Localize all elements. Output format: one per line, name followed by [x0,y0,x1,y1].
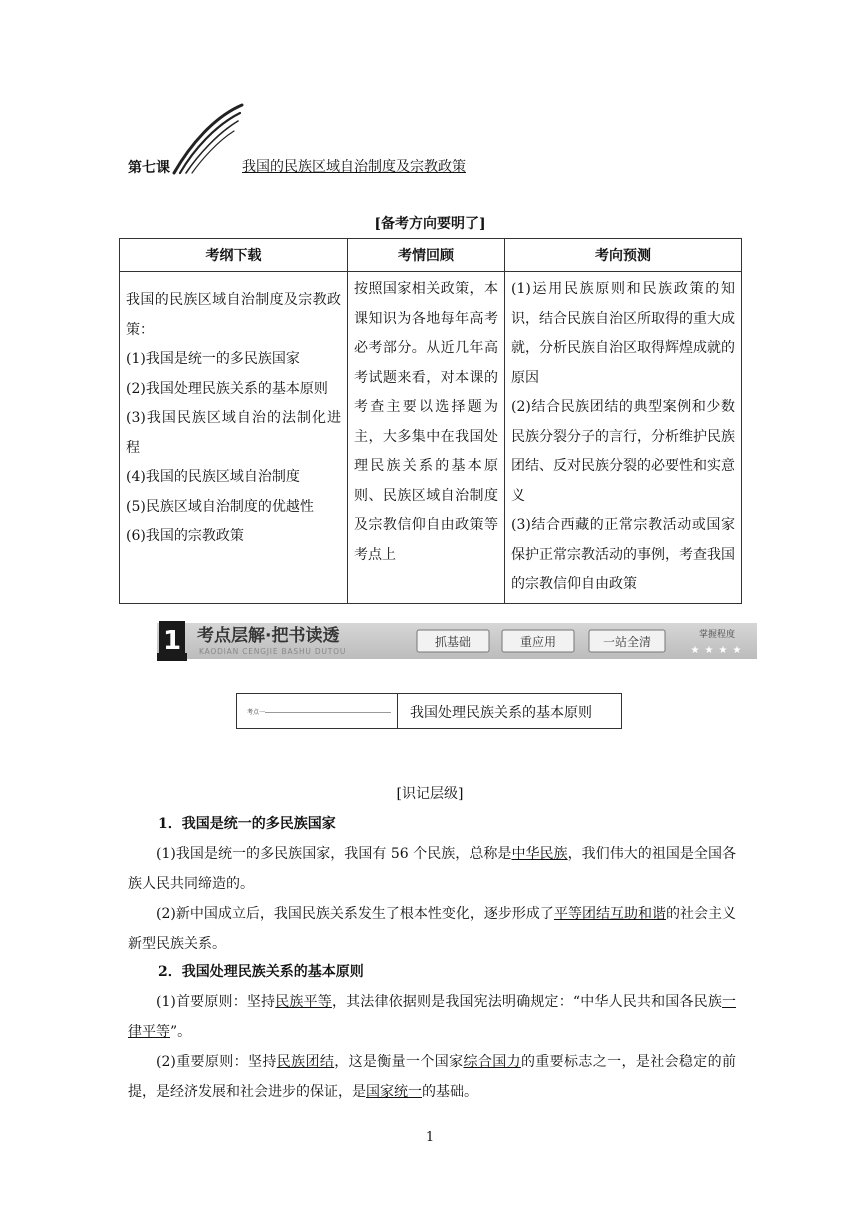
key-point-title: 我国处理民族关系的基本原则 [410,705,592,721]
paragraph-text: ，我们伟大的祖国是全国各族人民共同缔造的。 [128,846,737,892]
paragraph-text: ，这是衡量一个国家 [334,1054,464,1070]
paragraph [128,987,736,1047]
syllabus-cell [120,272,348,604]
paragraph [128,1047,736,1107]
banner-title: 考点层解·把书读透 [197,626,340,646]
button-basic-label: 抓基础 [434,635,472,649]
table-header: 考纲下载 [120,239,348,272]
table-header: 考向预测 [505,239,742,272]
banner-subtitle: KAODIAN CENGJIE BASHU DUTOU [199,647,347,656]
section-banner [157,621,757,661]
key-term: 中华民族 [511,846,568,862]
svg-text:★: ★ [718,645,728,656]
lesson-label: 第七课 [128,160,170,176]
key-term: 国家统一 [366,1084,422,1100]
section-title: [备考方向要明了] [374,216,486,232]
key-point-mini-label: 考点一 [247,709,266,716]
forecast-cell [505,272,742,604]
mastery-label: 掌握程度 [698,630,736,640]
review-cell: 按照国家相关政策，本课知识为各地每年高考必考部分。从近几年高考试题来看，对本课的考查主要以选择题为主，大多集中在我国处理民族关系的基本原则、民族区域自治制度及宗教信仰自由政策等考点上 [348,272,505,604]
paragraph-text: 的社会主义新型民族关系。 [128,906,736,952]
key-point-box [236,693,622,729]
list-item: (3)结合西藏的正常宗教活动或国家保护正常宗教活动的事例，考查我国的宗教信仰自由政策 [511,517,735,592]
list-item: 我国的民族区域自治制度及宗教政策： [126,292,341,338]
button-all-clear [589,630,665,652]
paragraph-text: 的重要标志之一，是社会稳定的前提，是经济发展和社会进步的保证，是 [128,1054,737,1100]
paragraph-text: (1)我国是统一的多民族国家，我国有 56 个民族，总称是 [156,846,512,862]
key-term: 平等团结互助和谐 [553,906,666,922]
svg-text:★: ★ [690,645,700,656]
svg-text:★: ★ [704,645,714,656]
divider [265,712,391,713]
svg-text:★: ★ [732,645,742,656]
list-item: (6)我国的宗教政策 [126,528,244,544]
paragraph-text: ，其法律依据则是我国宪法明确规定：“中华人民共和国各民族 [331,994,722,1010]
list-item: (5)民族区域自治制度的优越性 [126,498,314,515]
button-basic [417,630,489,652]
key-term: 一律平等 [128,994,736,1040]
paragraph-text: (2)新中国成立后，我国民族关系发生了根本性变化，逐步形成了 [156,906,554,922]
list-item: (1)运用民族原则和民族政策的知识，结合民族自治区所取得的重大成就，分析民族自治区取得辉煌成就的原因 [511,281,735,386]
lesson-title: 我国的民族区域自治制度及宗教政策 [242,159,466,175]
list-item: (2)我国处理民族关系的基本原则 [126,380,328,397]
list-item: (3)我国民族区域自治的法制化进程 [126,410,341,456]
banner-number: 1 [162,626,182,656]
paragraph-text: ”。 [170,1024,192,1040]
table-header: 考情回顾 [348,239,505,272]
section-heading: 2．我国处理民族关系的基本原则 [158,964,364,980]
swoosh-decoration-icon [172,103,244,175]
key-term: 民族团结 [276,1054,335,1070]
list-item: (2)结合民族团结的典型案例和少数民族分裂分子的言行，分析维护民族团结、反对民族分裂的必要性和实意义 [511,399,735,504]
paragraph-text: (1)首要原则：坚持 [156,994,276,1010]
key-point-label-area [237,694,398,728]
section-heading: 1．我国是统一的多民族国家 [158,816,336,832]
button-apply [502,630,574,652]
list-item: (4)我国的民族区域自治制度 [126,469,300,485]
exam-outline-table [119,238,742,604]
button-all-clear-label: 一站全清 [602,635,652,649]
level-label: [识记层级] [396,786,464,802]
page-number: 1 [425,1130,435,1145]
key-term: 民族平等 [275,994,332,1010]
paragraph-text: (2)重要原则：坚持 [156,1054,277,1070]
key-term: 综合国力 [463,1054,521,1070]
paragraph [128,839,736,899]
list-item: (1)我国是统一的多民族国家 [126,351,300,367]
button-apply-label: 重应用 [519,635,557,649]
paragraph-text: 的基础。 [422,1084,478,1100]
paragraph [128,899,736,959]
